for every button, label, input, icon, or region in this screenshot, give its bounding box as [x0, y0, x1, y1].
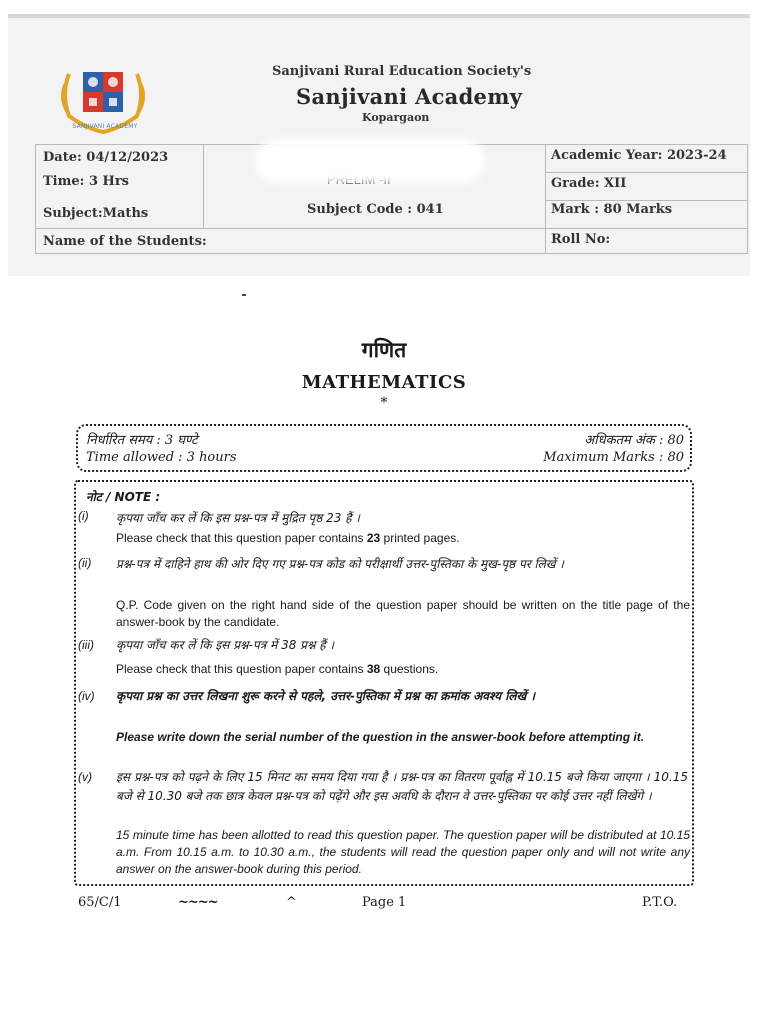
paper-code: 65/C/1	[78, 895, 122, 910]
redaction-mark	[255, 139, 485, 183]
caret-mark: ^	[286, 895, 297, 910]
academy-name: Sanjivani Academy	[296, 84, 523, 109]
page-title: MATHEMATICS	[301, 372, 467, 393]
note-number: (v)	[78, 770, 92, 784]
stray-mark	[242, 294, 246, 296]
note-english: Please write down the serial number of the question in the answer-book before attempting it.	[116, 730, 645, 744]
note-hindi: इस प्रश्न-पत्र को पढ़ने के लिए 15 मिनट का समय दिया गया है । प्रश्न-पत्र का वितरण पूर्वाह्न में 10.15 बजे किया जाएगा । 10.15 बजे से 10.30 बजे तक छात्र केवल प्रश्न-पत्र को पढ़ेंगे और इस अवधि के दौरान वे उत्तर-पुस्तिका पर कोई उत्तर नहीं लिखेंगे ।	[116, 770, 688, 803]
max-marks-english: Maximum Marks : 80	[543, 450, 684, 465]
note-number: (iv)	[78, 689, 95, 703]
note-english: 15 minute time has been allotted to read this question paper. The question paper will be distributed at 10.15 a.m. From 10.15 a.m. to 10.30 a.m., the students will read the question paper only and will not write any answer on the answer-book during this period.	[116, 828, 690, 876]
time-marks-box	[76, 424, 692, 472]
note-english: Please check that this question paper contains 38 questions.	[116, 662, 439, 676]
asterisk: *	[380, 395, 388, 411]
instructions-box	[74, 480, 694, 886]
student-name-label: Name of the Students:	[43, 234, 207, 249]
time-allowed-hindi: निर्धारित समय : 3 घण्टे	[86, 433, 198, 448]
exam-time: Time: 3 Hrs	[43, 174, 129, 189]
note-number: (ii)	[78, 556, 92, 570]
exam-subject: Subject:Maths	[43, 206, 149, 221]
time-allowed: Time allowed : 3 hours	[86, 450, 237, 465]
roll-no-label: Roll No:	[551, 232, 611, 247]
pto-label: P.T.O.	[642, 895, 678, 910]
academic-year: Academic Year: 2023-24	[551, 148, 727, 163]
logo-caption: SANJIVANI ACADEMY	[72, 123, 138, 130]
note-number: (i)	[78, 509, 89, 523]
town-name: Kopargaon	[362, 111, 430, 124]
note-number: (iii)	[78, 638, 94, 652]
grade: Grade: XII	[551, 176, 627, 191]
note-hindi: कृपया जाँच कर लें कि इस प्रश्न-पत्र में 38 प्रश्न हैं ।	[116, 638, 335, 652]
note-hindi: कृपया प्रश्न का उत्तर लिखना शुरू करने से पहले, उत्तर-पुस्तिका में प्रश्न का क्रमांक अवश्य लिखें ।	[116, 689, 535, 703]
society-name: Sanjivani Rural Education Society's	[272, 64, 532, 79]
note-hindi: कृपया जाँच कर लें कि इस प्रश्न-पत्र में मुद्रित पृष्ठ 23 हैं ।	[116, 511, 360, 525]
max-marks-hindi: अधिकतम अंक : 80	[584, 433, 684, 448]
squiggle-mark: ~~~~	[178, 895, 218, 910]
page-number: Page 1	[362, 895, 407, 910]
note-english: Q.P. Code given on the right hand side of the question paper should be written on the title page of the answer-book by the candidate.	[116, 598, 690, 629]
subject-code: Subject Code : 041	[307, 202, 444, 217]
max-marks: Mark : 80 Marks	[551, 202, 673, 217]
note-hindi: प्रश्न-पत्र में दाहिने हाथ की ओर दिए गए प्रश्न-पत्र कोड को परीक्षार्थी उत्तर-पुस्तिका के मुख-पृष्ठ पर लिखें ।	[116, 557, 564, 571]
exam-date: Date: 04/12/2023	[43, 150, 169, 165]
note-heading: नोट / NOTE :	[86, 490, 161, 504]
note-english: Please check that this question paper contains 23 printed pages.	[116, 531, 460, 545]
hindi-title: गणित	[361, 338, 407, 362]
